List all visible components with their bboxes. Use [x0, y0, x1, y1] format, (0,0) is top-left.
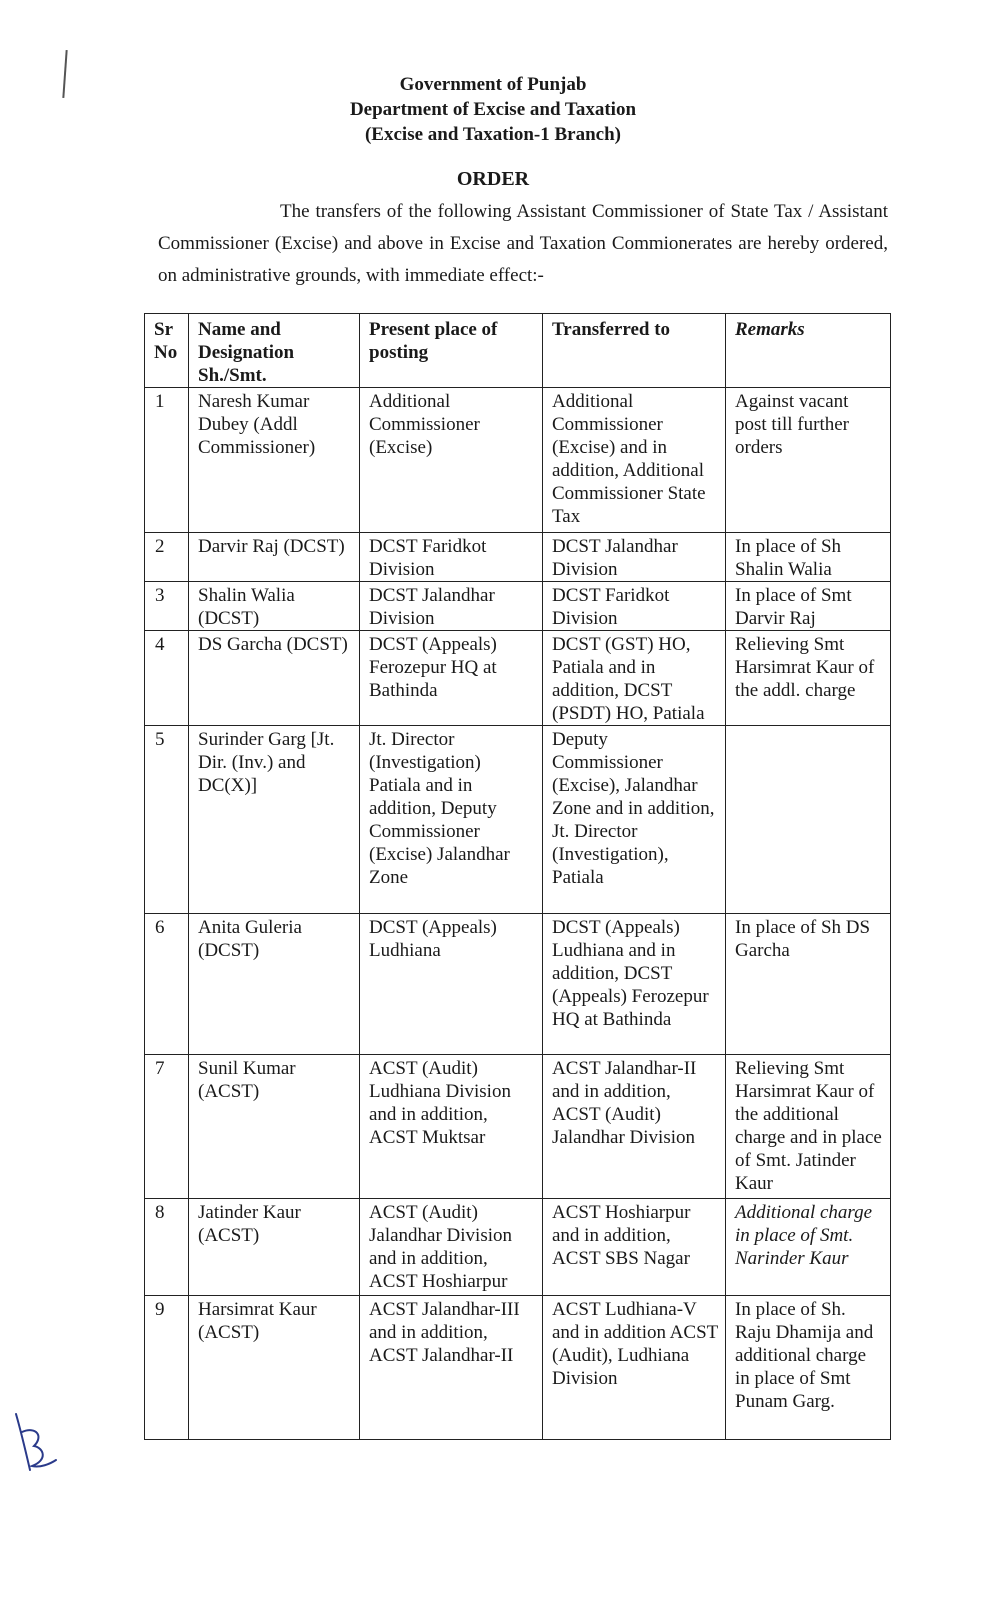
cell-present: ACST Jalandhar-III and in addition, ACST Jalandhar-II [360, 1296, 543, 1440]
transfers-table [144, 313, 891, 1440]
cell-transferred: Deputy Commissioner (Excise), Jalandhar Zone and in addition, Jt. Director (Investigation), Patiala [543, 726, 726, 914]
cell-name: Surinder Garg [Jt. Dir. (Inv.) and DC(X)] [189, 726, 360, 914]
table-row [145, 1296, 891, 1440]
cell-present: DCST Faridkot Division [360, 533, 543, 582]
cell-name: Shalin Walia (DCST) [189, 582, 360, 631]
cell-remarks: In place of Sh Shalin Walia [726, 533, 891, 582]
table-row [145, 1199, 891, 1296]
header-government: Government of Punjab [399, 74, 587, 95]
cell-remarks: Relieving Smt Harsimrat Kaur of the addl. charge [726, 631, 891, 726]
header-sr-no: Sr No [145, 314, 189, 388]
header-remarks: Remarks [726, 314, 891, 388]
table-header-row [145, 314, 891, 388]
cell-sr: 7 [145, 1055, 189, 1199]
header-department: Department of Excise and Taxation [349, 99, 637, 120]
cell-transferred: DCST (GST) HO, Patiala and in addition, DCST (PSDT) HO, Patiala [543, 631, 726, 726]
cell-transferred: ACST Hoshiarpur and in addition, ACST SBS Nagar [543, 1199, 726, 1296]
cell-remarks: In place of Smt Darvir Raj [726, 582, 891, 631]
cell-present: Jt. Director (Investigation) Patiala and in addition, Deputy Commissioner (Excise) Jalandhar Zone [360, 726, 543, 914]
table-row [145, 631, 891, 726]
cell-name: Anita Guleria (DCST) [189, 914, 360, 1055]
header-present-posting: Present place of posting [360, 314, 543, 388]
cell-transferred: DCST Faridkot Division [543, 582, 726, 631]
cell-transferred: ACST Ludhiana-V and in addition ACST (Audit), Ludhiana Division [543, 1296, 726, 1440]
cell-sr: 9 [145, 1296, 189, 1440]
cell-name: Harsimrat Kaur (ACST) [189, 1296, 360, 1440]
cell-name: DS Garcha (DCST) [189, 631, 360, 726]
header-name-designation: Name and Designation Sh./Smt. [189, 314, 360, 388]
cell-sr: 6 [145, 914, 189, 1055]
cell-transferred: Additional Commissioner (Excise) and in addition, Additional Commissioner State Tax [543, 388, 726, 533]
cell-present: DCST Jalandhar Division [360, 582, 543, 631]
table-row [145, 533, 891, 582]
order-intro-paragraph: The transfers of the following Assistant Commissioner of State Tax / Assistant Commissioner (Excise) and above in Excise and Taxation Commionerates are hereby ordered, on administrative grounds, with immediate effect:- [158, 201, 888, 286]
cell-sr: 2 [145, 533, 189, 582]
table-row [145, 726, 891, 914]
table-row [145, 1055, 891, 1199]
cell-transferred: DCST Jalandhar Division [543, 533, 726, 582]
cell-remarks: Against vacant post till further orders [726, 388, 891, 533]
cell-sr: 8 [145, 1199, 189, 1296]
order-title: ORDER [456, 168, 530, 190]
cell-remarks: In place of Sh DS Garcha [726, 914, 891, 1055]
cell-remarks: Additional charge in place of Smt. Narinder Kaur [726, 1199, 891, 1296]
cell-remarks [726, 726, 891, 914]
initials-signature [10, 1410, 60, 1480]
cell-name: Darvir Raj (DCST) [189, 533, 360, 582]
cell-present: ACST (Audit) Ludhiana Division and in addition, ACST Muktsar [360, 1055, 543, 1199]
header-branch: (Excise and Taxation-1 Branch) [364, 124, 621, 145]
cell-present: DCST (Appeals) Ludhiana [360, 914, 543, 1055]
table-row [145, 914, 891, 1055]
cell-sr: 5 [145, 726, 189, 914]
cell-present: DCST (Appeals) Ferozepur HQ at Bathinda [360, 631, 543, 726]
header-transferred-to: Transferred to [543, 314, 726, 388]
cell-sr: 4 [145, 631, 189, 726]
cell-sr: 1 [145, 388, 189, 533]
table-row [145, 388, 891, 533]
document-header [0, 72, 986, 147]
cell-transferred: ACST Jalandhar-II and in addition, ACST (Audit) Jalandhar Division [543, 1055, 726, 1199]
cell-name: Naresh Kumar Dubey (Addl Commissioner) [189, 388, 360, 533]
cell-sr: 3 [145, 582, 189, 631]
cell-remarks: In place of Sh. Raju Dhamija and additional charge in place of Smt Punam Garg. [726, 1296, 891, 1440]
cell-transferred: DCST (Appeals) Ludhiana and in addition, DCST (Appeals) Ferozepur HQ at Bathinda [543, 914, 726, 1055]
cell-present: ACST (Audit) Jalandhar Division and in addition, ACST Hoshiarpur [360, 1199, 543, 1296]
cell-remarks: Relieving Smt Harsimrat Kaur of the additional charge and in place of Smt. Jatinder Kaur [726, 1055, 891, 1199]
cell-present: Additional Commissioner (Excise) [360, 388, 543, 533]
cell-name: Jatinder Kaur (ACST) [189, 1199, 360, 1296]
cell-name: Sunil Kumar (ACST) [189, 1055, 360, 1199]
table-row [145, 582, 891, 631]
